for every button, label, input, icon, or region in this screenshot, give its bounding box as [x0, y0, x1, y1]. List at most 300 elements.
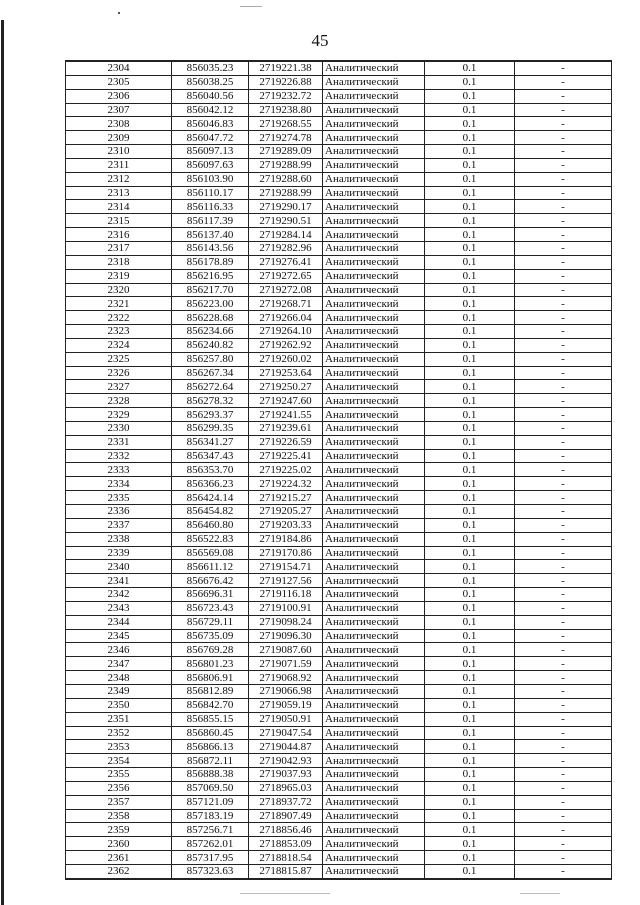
method-cell: Аналитический: [323, 380, 425, 394]
point-number-cell: 2341: [66, 574, 172, 588]
method-cell: Аналитический: [323, 657, 425, 671]
point-number-cell: 2357: [66, 795, 172, 809]
note-cell: -: [515, 214, 612, 228]
table-row: [66, 864, 612, 878]
method-cell: Аналитический: [323, 463, 425, 477]
y-coordinate-cell: 2719284.14: [249, 228, 323, 242]
table-row: [66, 726, 612, 740]
note-cell: -: [515, 241, 612, 255]
note-cell: -: [515, 255, 612, 269]
method-cell: Аналитический: [323, 297, 425, 311]
accuracy-cell: 0.1: [425, 103, 515, 117]
method-cell: Аналитический: [323, 421, 425, 435]
x-coordinate-cell: 856223.00: [172, 297, 249, 311]
table-row: [66, 643, 612, 657]
point-number-cell: 2307: [66, 103, 172, 117]
point-number-cell: 2306: [66, 89, 172, 103]
point-number-cell: 2339: [66, 546, 172, 560]
y-coordinate-cell: 2719100.91: [249, 601, 323, 615]
x-coordinate-cell: 856888.38: [172, 768, 249, 782]
x-coordinate-cell: 856801.23: [172, 657, 249, 671]
x-coordinate-cell: 856806.91: [172, 671, 249, 685]
method-cell: Аналитический: [323, 546, 425, 560]
table-row: [66, 408, 612, 422]
point-number-cell: 2309: [66, 131, 172, 145]
x-coordinate-cell: 856696.31: [172, 588, 249, 602]
point-number-cell: 2360: [66, 837, 172, 851]
y-coordinate-cell: 2719290.17: [249, 200, 323, 214]
table-row: [66, 795, 612, 809]
table-row: [66, 75, 612, 89]
x-coordinate-cell: 856855.15: [172, 712, 249, 726]
accuracy-cell: 0.1: [425, 241, 515, 255]
x-coordinate-cell: 856117.39: [172, 214, 249, 228]
note-cell: -: [515, 546, 612, 560]
y-coordinate-cell: 2718815.87: [249, 864, 323, 878]
y-coordinate-cell: 2719264.10: [249, 325, 323, 339]
method-cell: Аналитический: [323, 186, 425, 200]
point-number-cell: 2362: [66, 864, 172, 878]
table-row: [66, 574, 612, 588]
accuracy-cell: 0.1: [425, 615, 515, 629]
table-row: [66, 200, 612, 214]
accuracy-cell: 0.1: [425, 186, 515, 200]
accuracy-cell: 0.1: [425, 491, 515, 505]
table-row: [66, 463, 612, 477]
y-coordinate-cell: 2719042.93: [249, 754, 323, 768]
method-cell: Аналитический: [323, 352, 425, 366]
note-cell: -: [515, 172, 612, 186]
method-cell: Аналитический: [323, 325, 425, 339]
accuracy-cell: 0.1: [425, 394, 515, 408]
x-coordinate-cell: 856460.80: [172, 518, 249, 532]
accuracy-cell: 0.1: [425, 851, 515, 865]
y-coordinate-cell: 2719059.19: [249, 698, 323, 712]
accuracy-cell: 0.1: [425, 338, 515, 352]
accuracy-cell: 0.1: [425, 518, 515, 532]
x-coordinate-cell: 856723.43: [172, 601, 249, 615]
point-number-cell: 2329: [66, 408, 172, 422]
y-coordinate-cell: 2719274.78: [249, 131, 323, 145]
accuracy-cell: 0.1: [425, 657, 515, 671]
method-cell: Аналитический: [323, 588, 425, 602]
accuracy-cell: 0.1: [425, 684, 515, 698]
table-row: [66, 338, 612, 352]
x-coordinate-cell: 856042.12: [172, 103, 249, 117]
method-cell: Аналитический: [323, 795, 425, 809]
x-coordinate-cell: 856040.56: [172, 89, 249, 103]
table-row: [66, 131, 612, 145]
table-row: [66, 255, 612, 269]
point-number-cell: 2312: [66, 172, 172, 186]
y-coordinate-cell: 2719247.60: [249, 394, 323, 408]
x-coordinate-cell: 856234.66: [172, 325, 249, 339]
table-row: [66, 269, 612, 283]
y-coordinate-cell: 2719250.27: [249, 380, 323, 394]
y-coordinate-cell: 2719282.96: [249, 241, 323, 255]
y-coordinate-cell: 2719127.56: [249, 574, 323, 588]
x-coordinate-cell: 856097.63: [172, 158, 249, 172]
point-number-cell: 2320: [66, 283, 172, 297]
note-cell: -: [515, 505, 612, 519]
y-coordinate-cell: 2719221.38: [249, 61, 323, 75]
x-coordinate-cell: 857256.71: [172, 823, 249, 837]
point-number-cell: 2336: [66, 505, 172, 519]
table-row: [66, 505, 612, 519]
y-coordinate-cell: 2719066.98: [249, 684, 323, 698]
note-cell: -: [515, 103, 612, 117]
point-number-cell: 2325: [66, 352, 172, 366]
table-row: [66, 601, 612, 615]
y-coordinate-cell: 2719225.41: [249, 449, 323, 463]
x-coordinate-cell: 856842.70: [172, 698, 249, 712]
table-row: [66, 740, 612, 754]
y-coordinate-cell: 2719276.41: [249, 255, 323, 269]
x-coordinate-cell: 856341.27: [172, 435, 249, 449]
point-number-cell: 2346: [66, 643, 172, 657]
table-row: [66, 809, 612, 823]
note-cell: -: [515, 89, 612, 103]
x-coordinate-cell: 856676.42: [172, 574, 249, 588]
method-cell: Аналитический: [323, 435, 425, 449]
point-number-cell: 2317: [66, 241, 172, 255]
table-row: [66, 61, 612, 75]
y-coordinate-cell: 2719241.55: [249, 408, 323, 422]
table-row: [66, 103, 612, 117]
note-cell: -: [515, 200, 612, 214]
note-cell: -: [515, 145, 612, 159]
table-body: [66, 61, 612, 879]
method-cell: Аналитический: [323, 505, 425, 519]
note-cell: -: [515, 228, 612, 242]
point-number-cell: 2337: [66, 518, 172, 532]
x-coordinate-cell: 856454.82: [172, 505, 249, 519]
accuracy-cell: 0.1: [425, 435, 515, 449]
table-row: [66, 823, 612, 837]
y-coordinate-cell: 2719098.24: [249, 615, 323, 629]
table-row: [66, 435, 612, 449]
note-cell: -: [515, 712, 612, 726]
method-cell: Аналитический: [323, 740, 425, 754]
point-number-cell: 2305: [66, 75, 172, 89]
note-cell: -: [515, 75, 612, 89]
method-cell: Аналитический: [323, 158, 425, 172]
x-coordinate-cell: 857317.95: [172, 851, 249, 865]
y-coordinate-cell: 2719050.91: [249, 712, 323, 726]
note-cell: -: [515, 477, 612, 491]
table-row: [66, 781, 612, 795]
point-number-cell: 2352: [66, 726, 172, 740]
accuracy-cell: 0.1: [425, 214, 515, 228]
point-number-cell: 2319: [66, 269, 172, 283]
y-coordinate-cell: 2719154.71: [249, 560, 323, 574]
y-coordinate-cell: 2719184.86: [249, 532, 323, 546]
table-row: [66, 380, 612, 394]
method-cell: Аналитический: [323, 117, 425, 131]
method-cell: Аналитический: [323, 269, 425, 283]
x-coordinate-cell: 856143.56: [172, 241, 249, 255]
y-coordinate-cell: 2719068.92: [249, 671, 323, 685]
accuracy-cell: 0.1: [425, 352, 515, 366]
note-cell: -: [515, 518, 612, 532]
x-coordinate-cell: 857323.63: [172, 864, 249, 878]
accuracy-cell: 0.1: [425, 698, 515, 712]
point-number-cell: 2350: [66, 698, 172, 712]
note-cell: -: [515, 408, 612, 422]
method-cell: Аналитический: [323, 601, 425, 615]
note-cell: -: [515, 352, 612, 366]
accuracy-cell: 0.1: [425, 837, 515, 851]
method-cell: Аналитический: [323, 241, 425, 255]
accuracy-cell: 0.1: [425, 200, 515, 214]
x-coordinate-cell: 856047.72: [172, 131, 249, 145]
method-cell: Аналитический: [323, 228, 425, 242]
note-cell: -: [515, 754, 612, 768]
point-number-cell: 2361: [66, 851, 172, 865]
y-coordinate-cell: 2719116.18: [249, 588, 323, 602]
note-cell: -: [515, 837, 612, 851]
accuracy-cell: 0.1: [425, 560, 515, 574]
y-coordinate-cell: 2718853.09: [249, 837, 323, 851]
page-number: 45: [311, 31, 329, 50]
table-row: [66, 629, 612, 643]
table-row: [66, 851, 612, 865]
y-coordinate-cell: 2719266.04: [249, 311, 323, 325]
y-coordinate-cell: 2719260.02: [249, 352, 323, 366]
x-coordinate-cell: 856110.17: [172, 186, 249, 200]
accuracy-cell: 0.1: [425, 255, 515, 269]
accuracy-cell: 0.1: [425, 643, 515, 657]
note-cell: -: [515, 186, 612, 200]
method-cell: Аналитический: [323, 172, 425, 186]
y-coordinate-cell: 2719203.33: [249, 518, 323, 532]
note-cell: -: [515, 864, 612, 878]
y-coordinate-cell: 2719226.88: [249, 75, 323, 89]
point-number-cell: 2323: [66, 325, 172, 339]
table-row: [66, 491, 612, 505]
x-coordinate-cell: 856569.08: [172, 546, 249, 560]
note-cell: -: [515, 588, 612, 602]
x-coordinate-cell: 856866.13: [172, 740, 249, 754]
y-coordinate-cell: 2719290.51: [249, 214, 323, 228]
x-coordinate-cell: 856424.14: [172, 491, 249, 505]
x-coordinate-cell: 856035.23: [172, 61, 249, 75]
x-coordinate-cell: 856217.70: [172, 283, 249, 297]
accuracy-cell: 0.1: [425, 421, 515, 435]
accuracy-cell: 0.1: [425, 283, 515, 297]
x-coordinate-cell: 856046.83: [172, 117, 249, 131]
method-cell: Аналитический: [323, 781, 425, 795]
scan-left-edge: [1, 20, 4, 905]
x-coordinate-cell: 856257.80: [172, 352, 249, 366]
note-cell: -: [515, 698, 612, 712]
scan-speck: [520, 893, 560, 894]
point-number-cell: 2314: [66, 200, 172, 214]
point-number-cell: 2347: [66, 657, 172, 671]
accuracy-cell: 0.1: [425, 726, 515, 740]
point-number-cell: 2311: [66, 158, 172, 172]
point-number-cell: 2315: [66, 214, 172, 228]
x-coordinate-cell: 856769.28: [172, 643, 249, 657]
table-row: [66, 837, 612, 851]
note-cell: -: [515, 823, 612, 837]
table-row: [66, 754, 612, 768]
method-cell: Аналитический: [323, 75, 425, 89]
accuracy-cell: 0.1: [425, 297, 515, 311]
note-cell: -: [515, 560, 612, 574]
accuracy-cell: 0.1: [425, 795, 515, 809]
method-cell: Аналитический: [323, 629, 425, 643]
table-row: [66, 712, 612, 726]
method-cell: Аналитический: [323, 311, 425, 325]
accuracy-cell: 0.1: [425, 269, 515, 283]
accuracy-cell: 0.1: [425, 629, 515, 643]
y-coordinate-cell: 2719288.99: [249, 158, 323, 172]
table-row: [66, 352, 612, 366]
note-cell: -: [515, 574, 612, 588]
x-coordinate-cell: 856299.35: [172, 421, 249, 435]
table-row: [66, 89, 612, 103]
point-number-cell: 2345: [66, 629, 172, 643]
y-coordinate-cell: 2719215.27: [249, 491, 323, 505]
method-cell: Аналитический: [323, 283, 425, 297]
x-coordinate-cell: 856293.37: [172, 408, 249, 422]
method-cell: Аналитический: [323, 726, 425, 740]
y-coordinate-cell: 2719262.92: [249, 338, 323, 352]
point-number-cell: 2340: [66, 560, 172, 574]
x-coordinate-cell: 856116.33: [172, 200, 249, 214]
note-cell: -: [515, 366, 612, 380]
point-number-cell: 2308: [66, 117, 172, 131]
accuracy-cell: 0.1: [425, 505, 515, 519]
accuracy-cell: 0.1: [425, 228, 515, 242]
note-cell: -: [515, 338, 612, 352]
point-number-cell: 2332: [66, 449, 172, 463]
accuracy-cell: 0.1: [425, 131, 515, 145]
note-cell: -: [515, 449, 612, 463]
accuracy-cell: 0.1: [425, 172, 515, 186]
accuracy-cell: 0.1: [425, 864, 515, 878]
y-coordinate-cell: 2719047.54: [249, 726, 323, 740]
x-coordinate-cell: 857069.50: [172, 781, 249, 795]
x-coordinate-cell: 857262.01: [172, 837, 249, 851]
note-cell: -: [515, 131, 612, 145]
method-cell: Аналитический: [323, 477, 425, 491]
y-coordinate-cell: 2719288.99: [249, 186, 323, 200]
note-cell: -: [515, 463, 612, 477]
point-number-cell: 2353: [66, 740, 172, 754]
x-coordinate-cell: 856872.11: [172, 754, 249, 768]
point-number-cell: 2338: [66, 532, 172, 546]
point-number-cell: 2355: [66, 768, 172, 782]
note-cell: -: [515, 311, 612, 325]
method-cell: Аналитический: [323, 145, 425, 159]
x-coordinate-cell: 856267.34: [172, 366, 249, 380]
x-coordinate-cell: 856228.68: [172, 311, 249, 325]
table-row: [66, 518, 612, 532]
method-cell: Аналитический: [323, 768, 425, 782]
point-number-cell: 2333: [66, 463, 172, 477]
accuracy-cell: 0.1: [425, 781, 515, 795]
table-row: [66, 657, 612, 671]
x-coordinate-cell: 856240.82: [172, 338, 249, 352]
accuracy-cell: 0.1: [425, 809, 515, 823]
point-number-cell: 2304: [66, 61, 172, 75]
y-coordinate-cell: 2718937.72: [249, 795, 323, 809]
point-number-cell: 2354: [66, 754, 172, 768]
x-coordinate-cell: 856611.12: [172, 560, 249, 574]
note-cell: -: [515, 380, 612, 394]
accuracy-cell: 0.1: [425, 145, 515, 159]
note-cell: -: [515, 532, 612, 546]
note-cell: -: [515, 158, 612, 172]
note-cell: -: [515, 684, 612, 698]
y-coordinate-cell: 2719238.80: [249, 103, 323, 117]
coordinates-table: [65, 60, 612, 880]
point-number-cell: 2351: [66, 712, 172, 726]
point-number-cell: 2310: [66, 145, 172, 159]
accuracy-cell: 0.1: [425, 477, 515, 491]
note-cell: -: [515, 421, 612, 435]
table-row: [66, 297, 612, 311]
x-coordinate-cell: 856812.89: [172, 684, 249, 698]
point-number-cell: 2335: [66, 491, 172, 505]
point-number-cell: 2356: [66, 781, 172, 795]
note-cell: -: [515, 283, 612, 297]
x-coordinate-cell: 856278.32: [172, 394, 249, 408]
point-number-cell: 2321: [66, 297, 172, 311]
method-cell: Аналитический: [323, 491, 425, 505]
accuracy-cell: 0.1: [425, 463, 515, 477]
method-cell: Аналитический: [323, 255, 425, 269]
method-cell: Аналитический: [323, 408, 425, 422]
note-cell: -: [515, 615, 612, 629]
method-cell: Аналитический: [323, 103, 425, 117]
method-cell: Аналитический: [323, 698, 425, 712]
x-coordinate-cell: 856216.95: [172, 269, 249, 283]
point-number-cell: 2342: [66, 588, 172, 602]
table-row: [66, 311, 612, 325]
table-row: [66, 117, 612, 131]
table-row: [66, 615, 612, 629]
note-cell: -: [515, 781, 612, 795]
table-row: [66, 449, 612, 463]
table-row: [66, 560, 612, 574]
point-number-cell: 2318: [66, 255, 172, 269]
accuracy-cell: 0.1: [425, 89, 515, 103]
note-cell: -: [515, 297, 612, 311]
note-cell: -: [515, 795, 612, 809]
method-cell: Аналитический: [323, 684, 425, 698]
accuracy-cell: 0.1: [425, 574, 515, 588]
y-coordinate-cell: 2719288.60: [249, 172, 323, 186]
point-number-cell: 2313: [66, 186, 172, 200]
x-coordinate-cell: 856038.25: [172, 75, 249, 89]
method-cell: Аналитический: [323, 837, 425, 851]
point-number-cell: 2344: [66, 615, 172, 629]
accuracy-cell: 0.1: [425, 408, 515, 422]
method-cell: Аналитический: [323, 61, 425, 75]
table-row: [66, 768, 612, 782]
method-cell: Аналитический: [323, 532, 425, 546]
x-coordinate-cell: 857121.09: [172, 795, 249, 809]
y-coordinate-cell: 2719272.65: [249, 269, 323, 283]
note-cell: -: [515, 726, 612, 740]
accuracy-cell: 0.1: [425, 532, 515, 546]
x-coordinate-cell: 856729.11: [172, 615, 249, 629]
note-cell: -: [515, 657, 612, 671]
method-cell: Аналитический: [323, 449, 425, 463]
